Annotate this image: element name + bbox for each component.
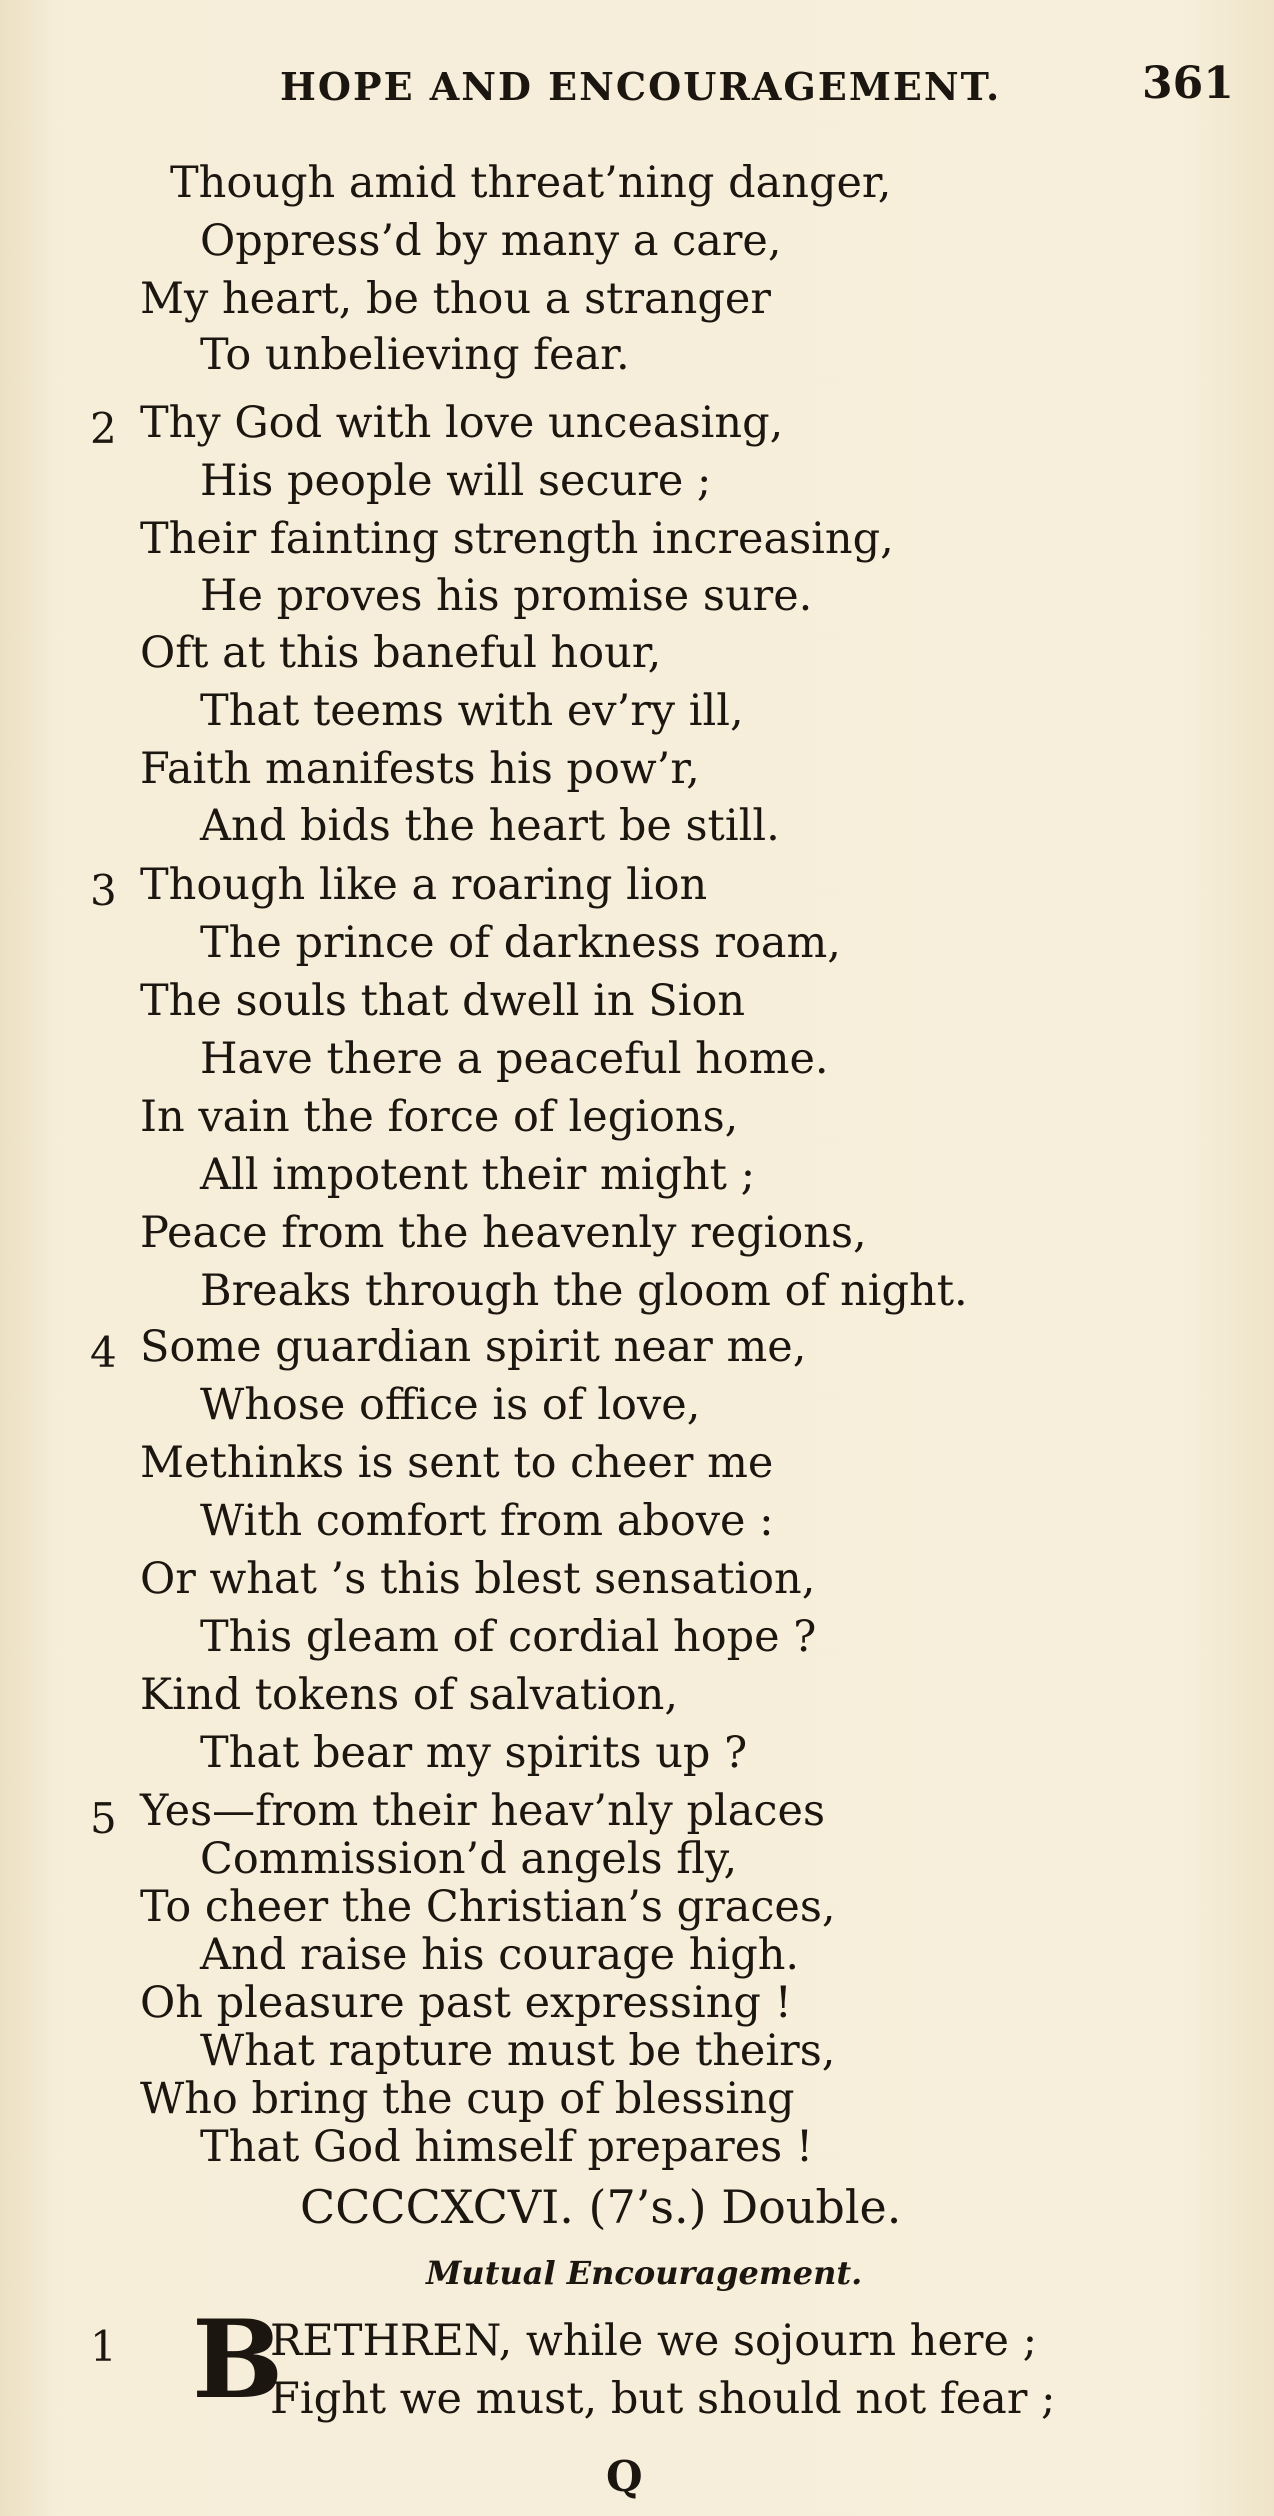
verse-line: Whose office is of love, — [200, 1380, 701, 1430]
verse-line: The prince of darkness roam, — [200, 918, 841, 968]
hymn-subtitle: Mutual Encouragement. — [426, 2254, 863, 2292]
verse-line: All impotent their might ; — [200, 1150, 756, 1200]
verse-line: Breaks through the gloom of night. — [200, 1266, 968, 1316]
verse-line: Commission’d angels fly, — [200, 1834, 738, 1884]
verse-line: That teems with ev’ry ill, — [200, 686, 744, 736]
verse-line: This gleam of cordial hope ? — [200, 1612, 817, 1662]
verse-line: Peace from the heavenly regions, — [140, 1208, 867, 1258]
verse-line: Have there a peaceful home. — [200, 1034, 829, 1084]
verse-line: Oh pleasure past expressing ! — [140, 1978, 792, 2028]
verse-line: Faith manifests his pow’r, — [140, 744, 700, 794]
verse-line: Their fainting strength increasing, — [140, 514, 894, 564]
page-number: 361 — [1142, 58, 1234, 109]
verse-number: 3 — [90, 866, 117, 915]
verse-line: And raise his courage high. — [200, 1930, 800, 1980]
verse-line: Oft at this baneful hour, — [140, 628, 662, 678]
verse-line: To cheer the Christian’s graces, — [140, 1882, 836, 1932]
verse-line: And bids the heart be still. — [200, 801, 780, 851]
verse-line: Methinks is sent to cheer me — [140, 1438, 774, 1488]
verse-line: Though like a roaring lion — [140, 860, 708, 910]
verse-line: To unbelieving fear. — [200, 330, 630, 380]
verse-line: Fight we must, but should not fear ; — [270, 2374, 1056, 2424]
verse-number: 2 — [90, 404, 117, 453]
drop-cap: B — [192, 2297, 284, 2423]
verse-line: What rapture must be theirs, — [200, 2026, 836, 2076]
verse-line: In vain the force of legions, — [140, 1092, 739, 1142]
verse-line: The souls that dwell in Sion — [140, 976, 746, 1026]
verse-line: Yes—from their heav’nly places — [140, 1786, 826, 1836]
verse-line: Who bring the cup of blessing — [140, 2074, 795, 2124]
verse-number: 4 — [90, 1328, 117, 1377]
verse-line: He proves his promise sure. — [200, 571, 813, 621]
signature-mark: Q — [606, 2452, 643, 2501]
verse-number: 1 — [90, 2322, 117, 2371]
hymn-title: CCCCXCVI. (7’s.) Double. — [300, 2180, 902, 2234]
verse-line: Thy God with love unceasing, — [140, 398, 784, 448]
verse-line: Oppress’d by many a care, — [200, 216, 782, 266]
verse-line: His people will secure ; — [200, 456, 712, 506]
verse-line: Kind tokens of salvation, — [140, 1670, 679, 1720]
verse-number: 5 — [90, 1794, 117, 1843]
verse-line: With comfort from above : — [200, 1496, 774, 1546]
verse-line: RETHREN, while we sojourn here ; — [270, 2316, 1038, 2366]
verse-line: That bear my spirits up ? — [200, 1728, 748, 1778]
verse-line: My heart, be thou a stranger — [140, 274, 771, 324]
running-head: HOPE AND ENCOURAGEMENT. — [280, 64, 1002, 109]
verse-line: Though amid threat’ning danger, — [170, 158, 892, 208]
verse-line: Or what ’s this blest sensation, — [140, 1554, 816, 1604]
verse-line: Some guardian spirit near me, — [140, 1322, 807, 1372]
verse-line: That God himself prepares ! — [200, 2122, 814, 2172]
